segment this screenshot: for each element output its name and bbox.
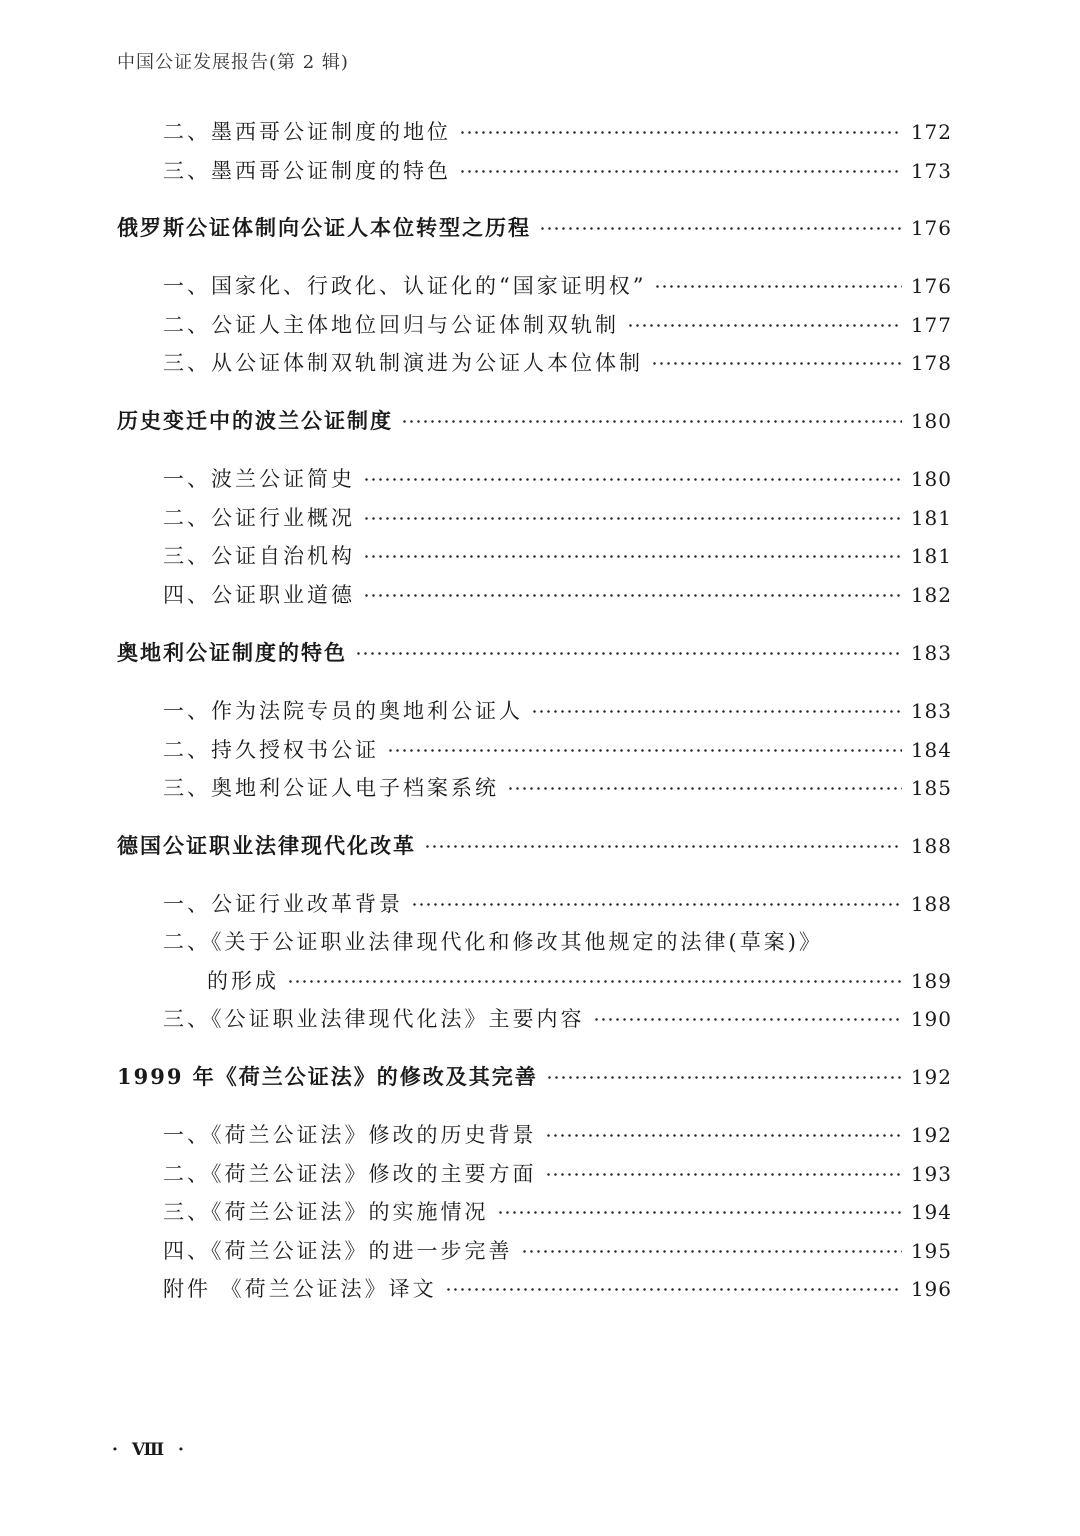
dot-leader (363, 555, 902, 558)
toc-entry-title: 二、《关于公证职业法律现代化和修改其他规定的法律(草案)》 (163, 922, 831, 962)
toc-entry-title: 一、《荷兰公证法》修改的历史背景 (163, 1115, 545, 1155)
toc-entry-title: 1999 年《荷兰公证法》的修改及其完善 (117, 1057, 546, 1097)
dot-leader (546, 1076, 902, 1079)
dot-leader (497, 1211, 902, 1214)
toc-entry-title: 三、《荷兰公证法》的实施情况 (163, 1192, 497, 1232)
dot-leader (507, 787, 902, 790)
toc-subsection-entry[interactable] (0, 730, 1080, 770)
dot-leader (593, 1018, 902, 1021)
toc-entry-title: 二、《荷兰公证法》修改的主要方面 (163, 1154, 545, 1194)
toc-subsection-entry[interactable] (0, 691, 1080, 731)
toc-page-number: 194 (910, 1200, 952, 1224)
toc-page-number: 193 (910, 1162, 952, 1186)
toc-subsection-entry[interactable] (0, 343, 1080, 383)
toc-section-entry[interactable] (0, 633, 1080, 673)
toc-entry-title: 俄罗斯公证体制向公证人本位转型之历程 (117, 208, 539, 248)
toc-page-number: 181 (910, 506, 952, 530)
toc-entry-title: 附件 《荷兰公证法》译文 (163, 1269, 445, 1309)
dot-leader (355, 652, 902, 655)
toc-subsection-entry[interactable] (0, 1192, 1080, 1232)
running-head: 中国公证发展报告(第 2 辑) (117, 52, 349, 73)
toc-subsection-entry[interactable] (0, 498, 1080, 538)
toc-entry-title: 四、《荷兰公证法》的进一步完善 (163, 1231, 521, 1271)
toc-entry-title: 一、波兰公证简史 (163, 459, 363, 499)
page-folio: · Ⅷ · (112, 1440, 188, 1460)
dot-leader (287, 980, 902, 983)
toc-entry-title: 二、持久授权书公证 (163, 730, 387, 770)
toc-page-number: 190 (910, 1007, 952, 1031)
toc-entry-title: 四、公证职业道德 (163, 575, 363, 615)
toc-entry-title: 二、墨西哥公证制度的地位 (163, 112, 459, 152)
toc-entry-title: 奥地利公证制度的特色 (117, 633, 355, 673)
dot-leader (411, 903, 902, 906)
dot-leader (424, 845, 902, 848)
dot-leader (363, 517, 902, 520)
toc-section-entry[interactable] (0, 208, 1080, 248)
dot-leader (545, 1134, 902, 1137)
toc-subsection-entry[interactable] (0, 266, 1080, 306)
toc-entry-title: 一、公证行业改革背景 (163, 884, 411, 924)
toc-page-number: 188 (910, 892, 952, 916)
toc-page-number: 192 (910, 1123, 952, 1147)
toc-page-number: 192 (910, 1065, 952, 1089)
toc-entry-title: 二、公证人主体地位回归与公证体制双轨制 (163, 305, 627, 345)
toc-page-number: 181 (910, 544, 952, 568)
toc-subsection-entry[interactable] (0, 1154, 1080, 1194)
toc-subsection-entry[interactable] (0, 884, 1080, 924)
toc-section-entry[interactable] (0, 401, 1080, 441)
dot-leader (363, 478, 902, 481)
toc-subsection-entry[interactable] (0, 768, 1080, 808)
toc-entry-title: 三、奥地利公证人电子档案系统 (163, 768, 507, 808)
toc-subsection-entry[interactable] (0, 536, 1080, 576)
toc-subsection-entry[interactable] (0, 922, 1080, 962)
toc-entry-title: 三、墨西哥公证制度的特色 (163, 151, 459, 191)
toc-subsection-entry[interactable] (0, 151, 1080, 191)
toc-page-number: 180 (910, 467, 952, 491)
toc-page-number: 188 (910, 834, 952, 858)
toc-subsection-entry[interactable] (0, 575, 1080, 615)
dot-leader (651, 362, 902, 365)
toc-entry-title: 一、作为法院专员的奥地利公证人 (163, 691, 531, 731)
dot-leader (387, 749, 902, 752)
toc-subsection-entry[interactable] (0, 305, 1080, 345)
toc-page-number: 177 (910, 313, 952, 337)
toc-entry-title: 一、国家化、行政化、认证化的“国家证明权” (163, 266, 654, 306)
toc-page-number: 178 (910, 351, 952, 375)
dot-leader (521, 1250, 902, 1253)
toc-page-number: 189 (910, 969, 952, 993)
toc-entry-title: 二、公证行业概况 (163, 498, 363, 538)
toc-section-entry[interactable] (0, 826, 1080, 866)
toc-page-number: 185 (910, 776, 952, 800)
toc-page-number: 173 (910, 159, 952, 183)
toc-subsection-entry[interactable] (0, 961, 1080, 1001)
dot-leader (459, 170, 902, 173)
toc-entry-title: 三、公证自治机构 (163, 536, 363, 576)
toc-subsection-entry[interactable] (0, 999, 1080, 1039)
toc-entry-title: 三、《公证职业法律现代化法》主要内容 (163, 999, 593, 1039)
toc-page-number: 176 (910, 274, 952, 298)
dot-leader (401, 420, 902, 423)
dot-leader (445, 1288, 902, 1291)
toc-subsection-entry[interactable] (0, 1269, 1080, 1309)
dot-leader (654, 285, 902, 288)
toc-entry-title: 的形成 (207, 961, 287, 1001)
toc-page-number: 183 (910, 641, 952, 665)
toc-page-number: 183 (910, 699, 952, 723)
toc-subsection-entry[interactable] (0, 112, 1080, 152)
toc-subsection-entry[interactable] (0, 459, 1080, 499)
toc-page-number: 184 (910, 738, 952, 762)
toc-page-number: 180 (910, 409, 952, 433)
dot-leader (363, 594, 902, 597)
dot-leader (545, 1173, 902, 1176)
toc-entry-title: 历史变迁中的波兰公证制度 (117, 401, 401, 441)
toc-section-entry[interactable] (0, 1057, 1080, 1097)
toc-page-number: 182 (910, 583, 952, 607)
dot-leader (539, 227, 902, 230)
toc-page-number: 176 (910, 216, 952, 240)
toc-page-number: 172 (910, 120, 952, 144)
dot-leader (459, 131, 902, 134)
toc-page-number: 196 (910, 1277, 952, 1301)
toc-subsection-entry[interactable] (0, 1231, 1080, 1271)
toc-page-number: 195 (910, 1239, 952, 1263)
toc-entry-title: 德国公证职业法律现代化改革 (117, 826, 424, 866)
dot-leader (627, 324, 902, 327)
toc-entry-title: 三、从公证体制双轨制演进为公证人本位体制 (163, 343, 651, 383)
dot-leader (531, 710, 902, 713)
toc-subsection-entry[interactable] (0, 1115, 1080, 1155)
